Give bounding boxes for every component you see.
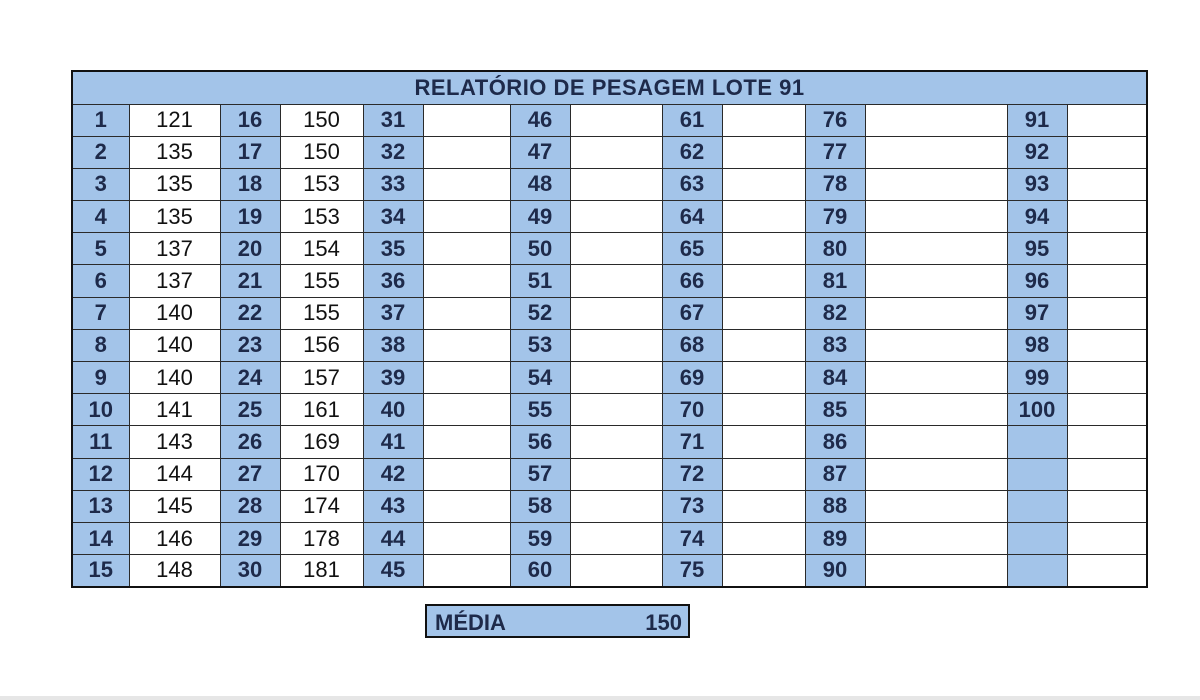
weight-cell bbox=[722, 297, 805, 329]
animal-number-cell: 85 bbox=[805, 394, 865, 426]
animal-number-cell: 88 bbox=[805, 490, 865, 522]
animal-number-cell: 7 bbox=[72, 297, 129, 329]
animal-number-cell: 67 bbox=[662, 297, 722, 329]
animal-number-cell: 57 bbox=[510, 458, 570, 490]
weight-cell: 154 bbox=[280, 233, 363, 265]
animal-number-cell: 84 bbox=[805, 362, 865, 394]
weight-cell bbox=[865, 297, 1007, 329]
weight-cell bbox=[570, 168, 662, 200]
weight-cell bbox=[570, 490, 662, 522]
animal-number-cell: 69 bbox=[662, 362, 722, 394]
animal-number-cell: 22 bbox=[220, 297, 280, 329]
weight-cell: 140 bbox=[129, 329, 220, 361]
animal-number-cell: 90 bbox=[805, 555, 865, 587]
animal-number-cell: 79 bbox=[805, 201, 865, 233]
table-row bbox=[72, 168, 1147, 200]
animal-number-cell: 31 bbox=[363, 104, 423, 136]
animal-number-cell: 43 bbox=[363, 490, 423, 522]
weight-cell: 153 bbox=[280, 168, 363, 200]
empty-number-cell bbox=[1007, 458, 1067, 490]
animal-number-cell: 89 bbox=[805, 522, 865, 554]
weight-cell: 146 bbox=[129, 522, 220, 554]
animal-number-cell: 87 bbox=[805, 458, 865, 490]
animal-number-cell: 52 bbox=[510, 297, 570, 329]
weight-cell: 135 bbox=[129, 168, 220, 200]
animal-number-cell: 83 bbox=[805, 329, 865, 361]
weight-cell bbox=[423, 168, 510, 200]
weight-cell bbox=[722, 265, 805, 297]
animal-number-cell: 93 bbox=[1007, 168, 1067, 200]
weight-cell bbox=[570, 522, 662, 554]
weight-cell bbox=[722, 233, 805, 265]
animal-number-cell: 48 bbox=[510, 168, 570, 200]
animal-number-cell: 54 bbox=[510, 362, 570, 394]
animal-number-cell: 97 bbox=[1007, 297, 1067, 329]
animal-number-cell: 41 bbox=[363, 426, 423, 458]
weight-cell bbox=[1067, 201, 1147, 233]
weight-cell bbox=[722, 490, 805, 522]
table-row bbox=[72, 329, 1147, 361]
animal-number-cell: 40 bbox=[363, 394, 423, 426]
table-row bbox=[72, 394, 1147, 426]
weight-cell bbox=[570, 265, 662, 297]
animal-number-cell: 19 bbox=[220, 201, 280, 233]
weight-cell bbox=[570, 394, 662, 426]
weight-cell bbox=[722, 555, 805, 587]
animal-number-cell: 35 bbox=[363, 233, 423, 265]
animal-number-cell: 58 bbox=[510, 490, 570, 522]
weight-cell bbox=[423, 329, 510, 361]
animal-number-cell: 60 bbox=[510, 555, 570, 587]
weight-cell bbox=[722, 522, 805, 554]
table-row bbox=[72, 458, 1147, 490]
weight-cell bbox=[423, 136, 510, 168]
empty-weight-cell bbox=[1067, 555, 1147, 587]
table-row bbox=[72, 104, 1147, 136]
animal-number-cell: 37 bbox=[363, 297, 423, 329]
animal-number-cell: 82 bbox=[805, 297, 865, 329]
animal-number-cell: 50 bbox=[510, 233, 570, 265]
weight-cell bbox=[865, 362, 1007, 394]
animal-number-cell: 15 bbox=[72, 555, 129, 587]
weighing-report-table bbox=[71, 70, 1148, 588]
empty-weight-cell bbox=[1067, 490, 1147, 522]
animal-number-cell: 56 bbox=[510, 426, 570, 458]
animal-number-cell: 55 bbox=[510, 394, 570, 426]
weight-cell bbox=[865, 394, 1007, 426]
weight-cell bbox=[722, 362, 805, 394]
animal-number-cell: 53 bbox=[510, 329, 570, 361]
weight-cell: 145 bbox=[129, 490, 220, 522]
animal-number-cell: 6 bbox=[72, 265, 129, 297]
animal-number-cell: 30 bbox=[220, 555, 280, 587]
weight-cell bbox=[1067, 297, 1147, 329]
animal-number-cell: 8 bbox=[72, 329, 129, 361]
weight-cell bbox=[722, 201, 805, 233]
weight-cell bbox=[423, 297, 510, 329]
animal-number-cell: 98 bbox=[1007, 329, 1067, 361]
animal-number-cell: 2 bbox=[72, 136, 129, 168]
animal-number-cell: 20 bbox=[220, 233, 280, 265]
animal-number-cell: 73 bbox=[662, 490, 722, 522]
weight-cell bbox=[1067, 233, 1147, 265]
animal-number-cell: 42 bbox=[363, 458, 423, 490]
animal-number-cell: 49 bbox=[510, 201, 570, 233]
empty-number-cell bbox=[1007, 555, 1067, 587]
animal-number-cell: 1 bbox=[72, 104, 129, 136]
weight-cell: 150 bbox=[280, 136, 363, 168]
weight-cell bbox=[722, 168, 805, 200]
weight-cell: 141 bbox=[129, 394, 220, 426]
animal-number-cell: 47 bbox=[510, 136, 570, 168]
weight-cell: 135 bbox=[129, 136, 220, 168]
weight-cell bbox=[570, 104, 662, 136]
animal-number-cell: 59 bbox=[510, 522, 570, 554]
empty-number-cell bbox=[1007, 522, 1067, 554]
animal-number-cell: 24 bbox=[220, 362, 280, 394]
animal-number-cell: 3 bbox=[72, 168, 129, 200]
animal-number-cell: 32 bbox=[363, 136, 423, 168]
weight-cell bbox=[423, 394, 510, 426]
weight-cell bbox=[865, 555, 1007, 587]
animal-number-cell: 11 bbox=[72, 426, 129, 458]
weight-cell bbox=[570, 362, 662, 394]
weight-cell bbox=[570, 201, 662, 233]
weight-cell bbox=[865, 426, 1007, 458]
average-label: MÉDIA bbox=[435, 610, 506, 635]
weight-cell: 178 bbox=[280, 522, 363, 554]
animal-number-cell: 100 bbox=[1007, 394, 1067, 426]
animal-number-cell: 29 bbox=[220, 522, 280, 554]
weight-cell: 155 bbox=[280, 297, 363, 329]
weight-cell bbox=[722, 104, 805, 136]
animal-number-cell: 39 bbox=[363, 362, 423, 394]
weight-cell: 170 bbox=[280, 458, 363, 490]
weight-cell: 169 bbox=[280, 426, 363, 458]
average-value: 150 bbox=[645, 610, 682, 635]
weight-cell bbox=[423, 522, 510, 554]
animal-number-cell: 4 bbox=[72, 201, 129, 233]
weight-cell bbox=[1067, 265, 1147, 297]
weight-cell: 135 bbox=[129, 201, 220, 233]
animal-number-cell: 63 bbox=[662, 168, 722, 200]
weight-cell bbox=[423, 458, 510, 490]
weight-cell bbox=[722, 136, 805, 168]
weight-cell: 156 bbox=[280, 329, 363, 361]
weight-cell: 121 bbox=[129, 104, 220, 136]
weight-cell bbox=[570, 329, 662, 361]
weight-cell: 144 bbox=[129, 458, 220, 490]
weight-cell bbox=[865, 201, 1007, 233]
table-row bbox=[72, 362, 1147, 394]
empty-number-cell bbox=[1007, 426, 1067, 458]
weight-cell: 148 bbox=[129, 555, 220, 587]
weight-cell bbox=[865, 104, 1007, 136]
table-row bbox=[72, 297, 1147, 329]
weight-cell: 137 bbox=[129, 265, 220, 297]
weight-cell bbox=[722, 458, 805, 490]
weight-cell bbox=[1067, 394, 1147, 426]
empty-number-cell bbox=[1007, 490, 1067, 522]
animal-number-cell: 16 bbox=[220, 104, 280, 136]
animal-number-cell: 5 bbox=[72, 233, 129, 265]
weight-cell bbox=[865, 329, 1007, 361]
animal-number-cell: 28 bbox=[220, 490, 280, 522]
weight-cell bbox=[570, 297, 662, 329]
weight-cell bbox=[865, 233, 1007, 265]
weight-cell bbox=[865, 136, 1007, 168]
animal-number-cell: 46 bbox=[510, 104, 570, 136]
weight-cell bbox=[570, 426, 662, 458]
animal-number-cell: 74 bbox=[662, 522, 722, 554]
animal-number-cell: 76 bbox=[805, 104, 865, 136]
weight-cell bbox=[1067, 329, 1147, 361]
animal-number-cell: 10 bbox=[72, 394, 129, 426]
animal-number-cell: 77 bbox=[805, 136, 865, 168]
animal-number-cell: 72 bbox=[662, 458, 722, 490]
weight-cell bbox=[722, 394, 805, 426]
title-row bbox=[72, 71, 1147, 104]
animal-number-cell: 12 bbox=[72, 458, 129, 490]
weight-cell bbox=[423, 201, 510, 233]
weight-cell bbox=[865, 458, 1007, 490]
animal-number-cell: 71 bbox=[662, 426, 722, 458]
weight-cell bbox=[570, 458, 662, 490]
animal-number-cell: 80 bbox=[805, 233, 865, 265]
weight-cell bbox=[423, 104, 510, 136]
table-row bbox=[72, 136, 1147, 168]
animal-number-cell: 65 bbox=[662, 233, 722, 265]
animal-number-cell: 14 bbox=[72, 522, 129, 554]
weight-cell: 153 bbox=[280, 201, 363, 233]
weight-cell bbox=[1067, 168, 1147, 200]
animal-number-cell: 86 bbox=[805, 426, 865, 458]
animal-number-cell: 34 bbox=[363, 201, 423, 233]
weight-cell bbox=[570, 555, 662, 587]
animal-number-cell: 36 bbox=[363, 265, 423, 297]
weight-cell bbox=[865, 265, 1007, 297]
weight-cell: 174 bbox=[280, 490, 363, 522]
animal-number-cell: 27 bbox=[220, 458, 280, 490]
animal-number-cell: 9 bbox=[72, 362, 129, 394]
weight-cell: 143 bbox=[129, 426, 220, 458]
animal-number-cell: 94 bbox=[1007, 201, 1067, 233]
animal-number-cell: 91 bbox=[1007, 104, 1067, 136]
table-row bbox=[72, 490, 1147, 522]
weight-cell: 181 bbox=[280, 555, 363, 587]
weight-cell: 140 bbox=[129, 362, 220, 394]
animal-number-cell: 92 bbox=[1007, 136, 1067, 168]
weight-cell bbox=[423, 426, 510, 458]
average-box bbox=[425, 604, 690, 638]
weight-cell bbox=[570, 233, 662, 265]
weight-cell bbox=[423, 362, 510, 394]
table-row bbox=[72, 233, 1147, 265]
table-row bbox=[72, 201, 1147, 233]
animal-number-cell: 38 bbox=[363, 329, 423, 361]
animal-number-cell: 81 bbox=[805, 265, 865, 297]
bottom-strip bbox=[0, 696, 1200, 700]
table-row bbox=[72, 265, 1147, 297]
weight-cell bbox=[423, 265, 510, 297]
weight-cell bbox=[423, 490, 510, 522]
table-row bbox=[72, 522, 1147, 554]
animal-number-cell: 64 bbox=[662, 201, 722, 233]
weight-cell bbox=[423, 555, 510, 587]
animal-number-cell: 13 bbox=[72, 490, 129, 522]
animal-number-cell: 45 bbox=[363, 555, 423, 587]
animal-number-cell: 68 bbox=[662, 329, 722, 361]
animal-number-cell: 99 bbox=[1007, 362, 1067, 394]
animal-number-cell: 66 bbox=[662, 265, 722, 297]
animal-number-cell: 21 bbox=[220, 265, 280, 297]
animal-number-cell: 62 bbox=[662, 136, 722, 168]
animal-number-cell: 95 bbox=[1007, 233, 1067, 265]
animal-number-cell: 75 bbox=[662, 555, 722, 587]
animal-number-cell: 33 bbox=[363, 168, 423, 200]
weight-cell bbox=[865, 168, 1007, 200]
animal-number-cell: 18 bbox=[220, 168, 280, 200]
animal-number-cell: 44 bbox=[363, 522, 423, 554]
animal-number-cell: 51 bbox=[510, 265, 570, 297]
animal-number-cell: 96 bbox=[1007, 265, 1067, 297]
weight-cell bbox=[722, 329, 805, 361]
table-row bbox=[72, 555, 1147, 587]
report-title: RELATÓRIO DE PESAGEM LOTE 91 bbox=[72, 71, 1147, 104]
animal-number-cell: 78 bbox=[805, 168, 865, 200]
weight-cell bbox=[423, 233, 510, 265]
weight-cell: 157 bbox=[280, 362, 363, 394]
weight-cell: 137 bbox=[129, 233, 220, 265]
weight-cell bbox=[865, 490, 1007, 522]
empty-weight-cell bbox=[1067, 426, 1147, 458]
weight-cell: 161 bbox=[280, 394, 363, 426]
animal-number-cell: 61 bbox=[662, 104, 722, 136]
animal-number-cell: 23 bbox=[220, 329, 280, 361]
animal-number-cell: 25 bbox=[220, 394, 280, 426]
empty-weight-cell bbox=[1067, 522, 1147, 554]
animal-number-cell: 17 bbox=[220, 136, 280, 168]
weight-cell bbox=[722, 426, 805, 458]
animal-number-cell: 70 bbox=[662, 394, 722, 426]
animal-number-cell: 26 bbox=[220, 426, 280, 458]
table-row bbox=[72, 426, 1147, 458]
empty-weight-cell bbox=[1067, 458, 1147, 490]
weight-cell bbox=[1067, 362, 1147, 394]
weight-cell bbox=[865, 522, 1007, 554]
weight-cell: 150 bbox=[280, 104, 363, 136]
weight-cell: 155 bbox=[280, 265, 363, 297]
weight-cell bbox=[1067, 104, 1147, 136]
weight-cell: 140 bbox=[129, 297, 220, 329]
weight-cell bbox=[1067, 136, 1147, 168]
weight-cell bbox=[570, 136, 662, 168]
